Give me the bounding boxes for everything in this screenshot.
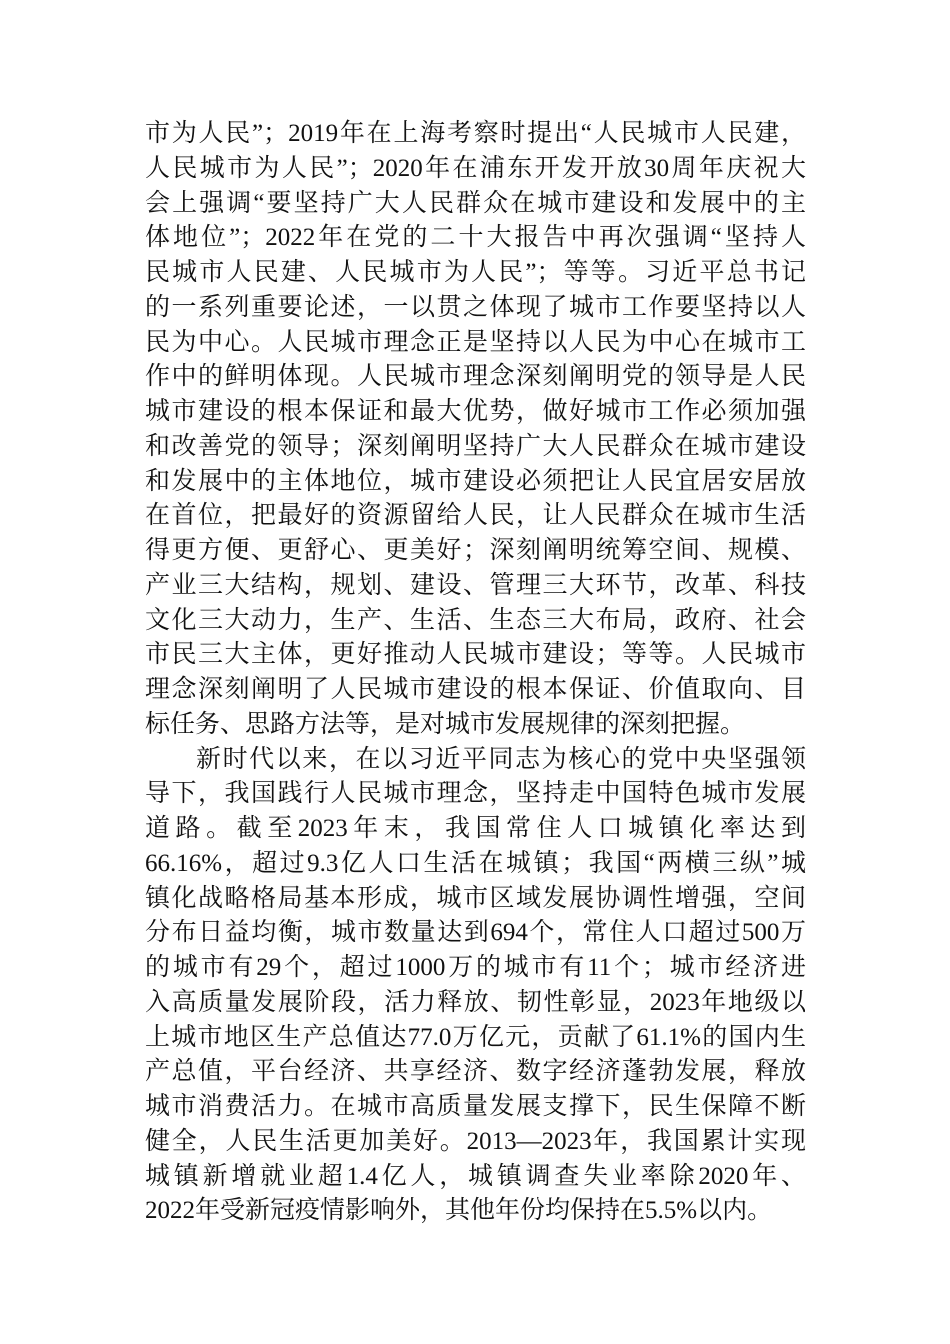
text-line: 作中的鲜明体现。人民城市理念深刻阐明党的领导是人民 xyxy=(145,363,806,391)
paragraph xyxy=(145,117,806,743)
text-line: 健全，人民生活更加美好。2013—2023年，我国累计实现 xyxy=(145,1127,806,1155)
text-line: 市为人民”；2019年在上海考察时提出“人民城市人民建， xyxy=(145,120,806,147)
text-line: 镇化战略格局基本形成，城市区域发展协调性增强，空间 xyxy=(145,884,806,912)
text-line: 和改善党的领导；深刻阐明坚持广大人民群众在城市建设 xyxy=(145,432,806,460)
text-line: 城市建设的根本保证和最大优势，做好城市工作必须加强 xyxy=(145,398,806,425)
text-line: 会上强调“要坚持广大人民群众在城市建设和发展中的主 xyxy=(145,189,806,217)
paragraph xyxy=(145,743,806,1230)
text-line: 标任务、思路方法等，是对城市发展规律的深刻把握。 xyxy=(145,710,746,738)
text-line: 民为中心。人民城市理念正是坚持以人民为中心在城市工 xyxy=(145,328,806,356)
text-line: 的城市有29个，超过1000万的城市有11个；城市经济进 xyxy=(145,954,806,981)
text-line: 在首位，把最好的资源留给人民，让人民群众在城市生活 xyxy=(145,502,806,530)
text-line: 的一系列重要论述，一以贯之体现了城市工作要坚持以人 xyxy=(145,293,806,321)
text-line: 分布日益均衡，城市数量达到694个，常住人口超过500万 xyxy=(145,919,806,947)
text-line: 市民三大主体，更好推动人民城市建设；等等。人民城市 xyxy=(145,641,806,669)
text-line: 上城市地区生产总值达77.0万亿元，贡献了61.1%的国内生 xyxy=(145,1023,806,1051)
text-line: 得更方便、更舒心、更美好；深刻阐明统筹空间、规模、 xyxy=(145,537,806,564)
text-line: 民城市人民建、人民城市为人民”；等等。习近平总书记 xyxy=(145,259,806,286)
text-line: 入高质量发展阶段，活力释放、韧性彰显，2023年地级以 xyxy=(145,988,806,1016)
body-text xyxy=(145,117,806,1229)
text-line: 2022年受新冠疫情影响外，其他年份均保持在5.5%以内。 xyxy=(145,1197,773,1225)
text-line: 和发展中的主体地位，城市建设必须把让人民宜居安居放 xyxy=(145,467,806,495)
text-line: 道路。截至2023年末，我国常住人口城镇化率达到 xyxy=(145,815,806,842)
text-line: 新时代以来，在以习近平同志为核心的党中央坚强领 xyxy=(196,745,806,773)
text-line: 理念深刻阐明了人民城市建设的根本保证、价值取向、目 xyxy=(145,676,806,703)
text-line: 产业三大结构，规划、建设、管理三大环节，改革、科技 xyxy=(145,571,806,599)
text-line: 城市消费活力。在城市高质量发展支撑下，民生保障不断 xyxy=(145,1093,806,1120)
text-line: 文化三大动力，生产、生活、生态三大布局，政府、社会 xyxy=(145,606,806,634)
text-line: 产总值，平台经济、共享经济、数字经济蓬勃发展，释放 xyxy=(145,1058,806,1086)
text-line: 人民城市为人民”；2020年在浦东开发开放30周年庆祝大 xyxy=(145,154,806,182)
text-line: 体地位”；2022年在党的二十大报告中再次强调“坚持人 xyxy=(145,224,806,252)
text-line: 导下，我国践行人民城市理念，坚持走中国特色城市发展 xyxy=(145,780,806,808)
text-line: 城镇新增就业超1.4亿人，城镇调查失业率除2020年、 xyxy=(145,1162,806,1190)
text-line: 66.16%，超过9.3亿人口生活在城镇；我国“两横三纵”城 xyxy=(145,849,806,877)
